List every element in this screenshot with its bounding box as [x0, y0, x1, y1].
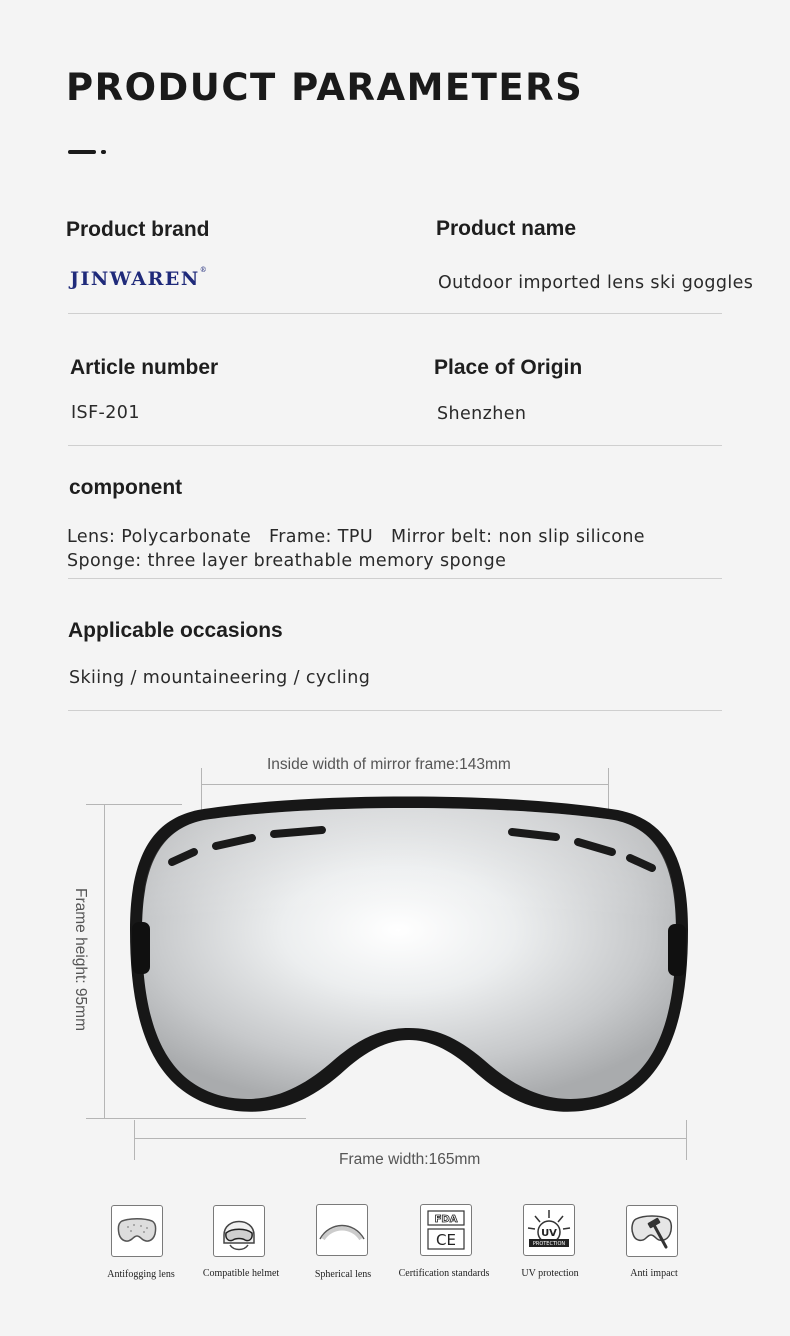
product-name-value: Outdoor imported lens ski goggles: [438, 273, 754, 293]
brand-logo: [70, 268, 208, 290]
antifog-lens-icon: [116, 1217, 158, 1245]
title-underline-dot: [101, 150, 106, 154]
feature-spherical-lens: [316, 1204, 368, 1256]
article-number-value: ISF-201: [71, 403, 140, 423]
component-label: component: [69, 476, 183, 499]
applicable-occasions-value: Skiing / mountaineering / cycling: [69, 668, 371, 688]
place-of-origin-value: Shenzhen: [437, 404, 527, 424]
frame-width-label: Frame width:165mm: [339, 1151, 481, 1168]
title-underline: [68, 150, 96, 154]
feature-certification: [420, 1204, 472, 1256]
applicable-occasions-label: Applicable occasions: [68, 619, 283, 642]
component-line-2: Sponge: three layer breathable memory sponge: [67, 551, 507, 571]
page-title: PRODUCT PARAMETERS: [66, 66, 584, 109]
place-of-origin-label: Place of Origin: [434, 356, 583, 379]
frame-height-line: [104, 804, 105, 1118]
uv-protection-icon: [525, 1208, 573, 1252]
inside-width-line: [201, 784, 609, 785]
uv-text: UV: [541, 1228, 557, 1239]
inside-width-label: Inside width of mirror frame:143mm: [267, 756, 511, 773]
frame-height-label: Frame height: 95mm: [72, 888, 89, 1031]
frame-width-line: [134, 1138, 687, 1139]
feature-label: Anti impact: [630, 1268, 678, 1279]
divider: [68, 710, 722, 711]
feature-anti-impact: [626, 1205, 678, 1257]
anti-impact-icon: [630, 1211, 674, 1251]
feature-label: Compatible helmet: [202, 1268, 280, 1279]
uv-protection-text: PROTECTION: [532, 1241, 566, 1247]
feature-label: Antifogging lens: [107, 1269, 175, 1280]
fda-ce-icon: [424, 1208, 468, 1252]
feature-compatible-helmet: [213, 1205, 265, 1257]
feature-antifogging: [111, 1205, 163, 1257]
helmet-icon: [218, 1209, 260, 1253]
brand-label: Product brand: [66, 218, 210, 241]
article-number-label: Article number: [70, 356, 219, 379]
fda-text: FDA: [434, 1214, 458, 1225]
ce-text: CE: [436, 1231, 456, 1249]
feature-label: Spherical lens: [314, 1269, 372, 1280]
feature-uv-protection: [523, 1204, 575, 1256]
divider: [68, 313, 722, 314]
component-line-1: Lens: Polycarbonate Frame: TPU Mirror belt: non slip silicone: [67, 527, 645, 547]
ski-goggles-image: [128, 790, 690, 1125]
feature-label: Certification standards: [398, 1268, 490, 1279]
brand-logo-mark: ®: [199, 266, 209, 274]
divider: [68, 578, 722, 579]
brand-logo-text: JINWAREN: [70, 268, 200, 290]
frame-width-tick-left: [134, 1120, 135, 1160]
frame-width-tick-right: [686, 1120, 687, 1160]
product-name-label: Product name: [436, 217, 577, 240]
feature-label: UV protection: [521, 1268, 579, 1279]
divider: [68, 445, 722, 446]
spherical-lens-icon: [318, 1215, 366, 1245]
